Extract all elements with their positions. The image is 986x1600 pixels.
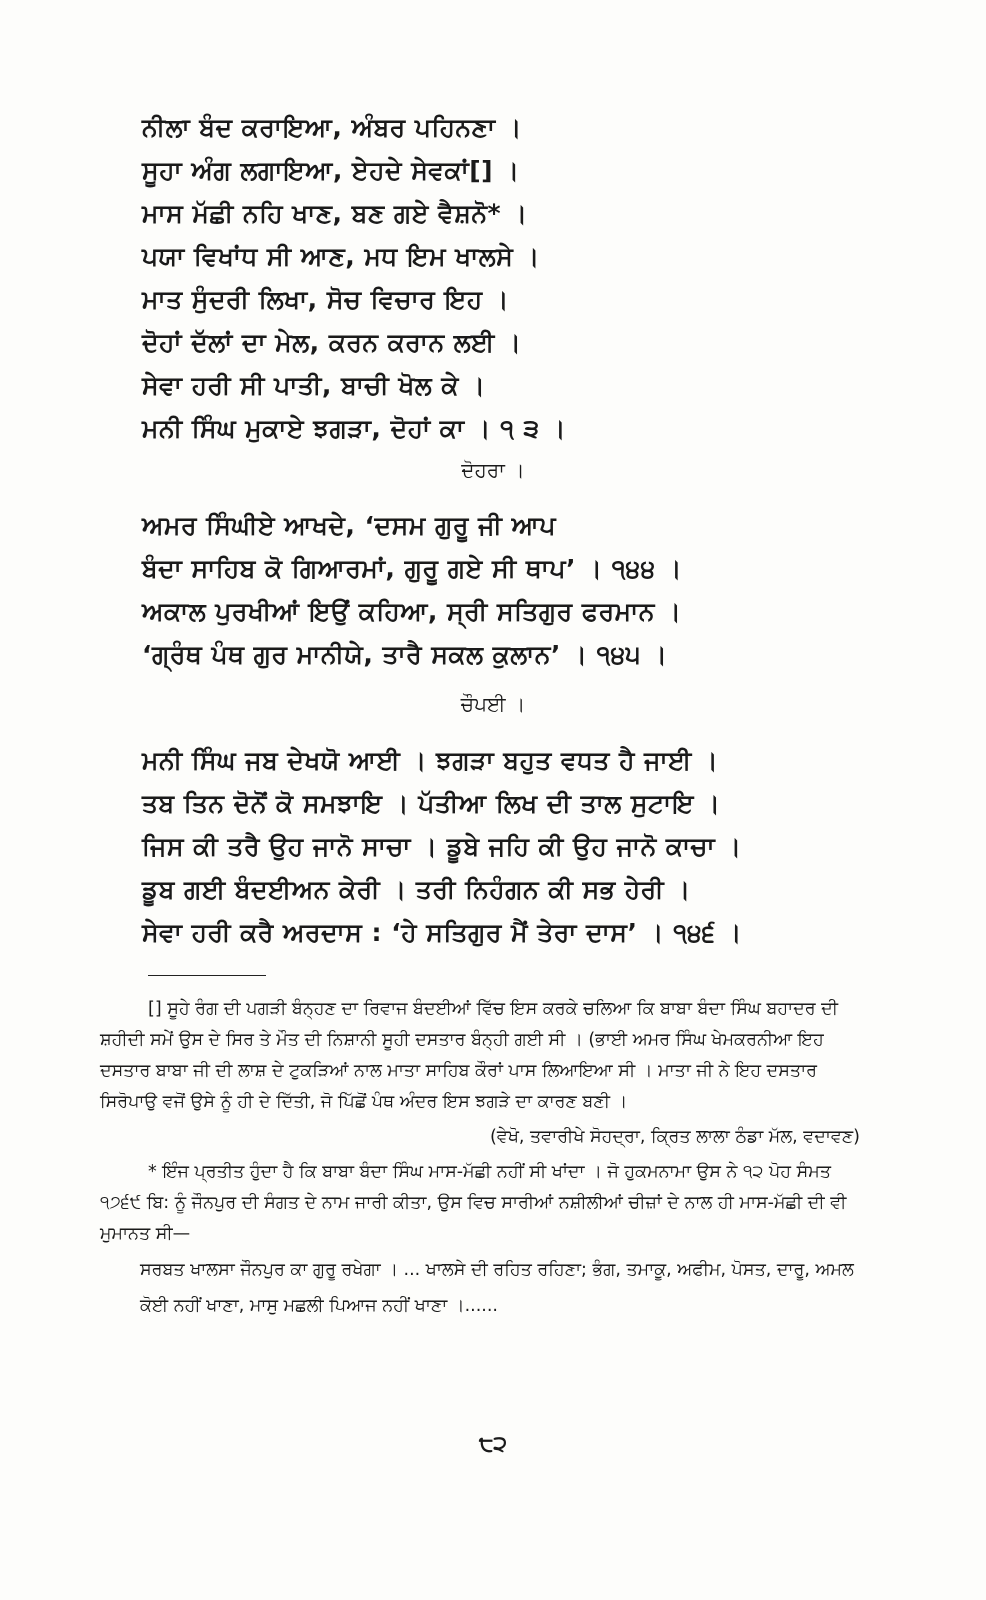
section-heading-chaupai: ਚੌਪਈ । xyxy=(460,692,526,716)
verse-stanza-top xyxy=(142,106,842,450)
verse-line: ਡੂਬ ਗਈ ਬੰਦਈਅਨ ਕੇਰੀ । ਤਰੀ ਨਿਹੰਗਨ ਕੀ ਸਭ ਹੇਰੀ । xyxy=(142,875,691,904)
verse-line: ਮਾਸ ਮੱਛੀ ਨਹਿ ਖਾਣ, ਬਣ ਗਏ ਵੈਸ਼ਨੋ* । xyxy=(142,199,528,228)
verse-line: ਬੰਦਾ ਸਾਹਿਬ ਕੋ ਗਿਆਰਮਾਂ, ਗੁਰੂ ਗਏ ਸੀ ਥਾਪ’ । ੧੪੪ । xyxy=(142,554,683,583)
section-heading-dohra: ਦੋਹਰਾ । xyxy=(461,458,525,482)
verse-line: ਦੋਹਾਂ ਦੱਲਾਂ ਦਾ ਮੇਲ, ਕਰਨ ਕਰਾਨ ਲਈ । xyxy=(142,328,522,357)
verse-line: ਨੀਲਾ ਬੰਦ ਕਰਾਇਆ, ਅੰਬਰ ਪਹਿਨਣਾ । xyxy=(142,113,523,142)
verse-line: ਮਾਤ ਸੁੰਦਰੀ ਲਿਖਾ, ਸੋਚ ਵਿਚਾਰ ਇਹ । xyxy=(142,285,510,314)
verse-line: ਮਨੀ ਸਿੰਘ ਮੁਕਾਏ ਝਗੜਾ, ਦੋਹਾਂ ਕਾ । ੧ ੩ । xyxy=(142,414,567,443)
footnote-divider xyxy=(148,975,266,976)
footnote-text: * ਇੰਜ ਪ੍ਰਤੀਤ ਹੁੰਦਾ ਹੈ ਕਿ ਬਾਬਾ ਬੰਦਾ ਸਿੰਘ ਮਾਸ-ਮੱਛੀ ਨਹੀਂ ਸੀ ਖਾਂਦਾ । ਜੋ ਹੁਕਮਨਾਮਾ ਉਸ ਨੇ ੧੨ ਪੋਹ ਸੰਮਤ ੧੭੬੯ ਬਿ: ਨੂੰ ਜੌਨਪੁਰ ਦੀ ਸੰਗਤ ਦੇ ਨਾਮ ਜਾਰੀ ਕੀਤਾ, ਉਸ ਵਿਚ ਸਾਰੀਆਂ ਨਸ਼ੀਲੀਆਂ ਚੀਜ਼ਾਂ ਦੇ ਨਾਲ ਹੀ ਮਾਸ-ਮੱਛੀ ਦੀ ਵੀ ਮੁਮਾਨਤ ਸੀ— xyxy=(100,1162,847,1244)
verse-line: ਅਕਾਲ ਪੁਰਖੀਆਂ ਇਉਂ ਕਹਿਆ, ਸ੍ਰੀ ਸਤਿਗੁਰ ਫਰਮਾਨ । xyxy=(142,597,682,626)
verse-line: ਸੇਵਾ ਹਰੀ ਸੀ ਪਾਤੀ, ਬਾਚੀ ਖੋਲ ਕੇ । xyxy=(142,371,486,400)
verse-stanza-dohra xyxy=(142,504,842,676)
verse-line: ਸੇਵਾ ਹਰੀ ਕਰੈ ਅਰਦਾਸ : ‘ਹੇ ਸਤਿਗੁਰ ਮੈਂ ਤੇਰਾ ਦਾਸ’ । ੧੪੬ । xyxy=(142,918,742,947)
verse-line: ਤਬ ਤਿਨ ਦੋਨੋਂ ਕੋ ਸਮਝਾਇ । ਪੱਤੀਆ ਲਿਖ ਦੀ ਤਾਲ ਸੁਟਾਇ । xyxy=(142,789,721,818)
footnote-quote: ਸਰਬਤ ਖਾਲਸਾ ਜੌਨਪੁਰ ਕਾ ਗੁਰੂ ਰਖੇਗਾ । ... ਖਾਲਸੇ ਦੀ ਰਹਿਤ ਰਹਿਣਾ; ਭੰਗ, ਤਮਾਕੂ, ਅਫੀਮ, ਪੋਸਤ, ਦਾਰੂ, ਅਮਲ ਕੋਈ ਨਹੀਂ ਖਾਣਾ, ਮਾਸੁ ਮਛਲੀ ਪਿਆਜ ਨਹੀਂ ਖਾਣਾ ।...... xyxy=(140,1260,854,1316)
verse-stanza-chaupai xyxy=(142,739,842,954)
footnote-text: [] ਸੂਹੇ ਰੰਗ ਦੀ ਪਗੜੀ ਬੰਨ੍ਹਣ ਦਾ ਰਿਵਾਜ ਬੰਦਈਆਂ ਵਿੱਚ ਇਸ ਕਰਕੇ ਚਲਿਆ ਕਿ ਬਾਬਾ ਬੰਦਾ ਸਿੰਘ ਬਹਾਦਰ ਦੀ ਸ਼ਹੀਦੀ ਸਮੇਂ ਉਸ ਦੇ ਸਿਰ ਤੇ ਮੌਤ ਦੀ ਨਿਸ਼ਾਨੀ ਸੂਹੀ ਦਸਤਾਰ ਬੰਨ੍ਹੀ ਗਈ ਸੀ । (ਭਾਈ ਅਮਰ ਸਿੰਘ ਖੇਮਕਰਨੀਆ ਇਹ ਦਸਤਾਰ ਬਾਬਾ ਜੀ ਦੀ ਲਾਸ਼ ਦੇ ਟੁਕੜਿਆਂ ਨਾਲ ਮਾਤਾ ਸਾਹਿਬ ਕੌਰਾਂ ਪਾਸ ਲਿਆਇਆ ਸੀ । ਮਾਤਾ ਜੀ ਨੇ ਇਹ ਦਸਤਾਰ ਸਿਰੋਪਾਉ ਵਜੋਂ ਉਸੇ ਨੂੰ ਹੀ ਦੇ ਦਿੱਤੀ, ਜੋ ਪਿੱਛੋਂ ਪੰਥ ਅੰਦਰ ਇਸ ਝਗੜੇ ਦਾ ਕਾਰਣ ਬਣੀ । xyxy=(100,999,838,1112)
verse-line: ਮਨੀ ਸਿੰਘ ਜਬ ਦੇਖਯੋ ਆਈ । ਝਗੜਾ ਬਹੁਤ ਵਧਤ ਹੈ ਜਾਈ । xyxy=(142,746,719,775)
page-number: ੮੨ xyxy=(478,1432,508,1457)
verse-line: ਅਮਰ ਸਿੰਘੀਏ ਆਖਦੇ, ‘ਦਸਮ ਗੁਰੂ ਜੀ ਆਪ xyxy=(142,511,556,540)
verse-line: ਸੂਹਾ ਅੰਗ ਲਗਾਇਆ, ਏਹਦੇ ਸੇਵਕਾਂ[] । xyxy=(142,156,520,185)
verse-line: ‘ਗ੍ਰੰਥ ਪੰਥ ਗੁਰ ਮਾਨੀਯੇ, ਤਾਰੈ ਸਕਲ ਕੁਲਾਨ’ । ੧੪੫ । xyxy=(142,640,668,669)
footnote-citation: (ਵੇਖੋ, ਤਵਾਰੀਖੇ ਸੋਹਦ੍ਰਾ, ਕ੍ਰਿਤ ਲਾਲਾ ਠੰਡਾ ਮੱਲ, ਵਦਾਵਣ) xyxy=(490,1127,860,1147)
verse-line: ਜਿਸ ਕੀ ਤਰੈ ਉਹ ਜਾਨੋ ਸਾਚਾ । ਡੂਬੇ ਜਹਿ ਕੀ ਉਹ ਜਾਨੋ ਕਾਚਾ । xyxy=(142,832,742,861)
footnotes xyxy=(100,994,870,1324)
verse-line: ਪਯਾ ਵਿਖਾਂਧ ਸੀ ਆਣ, ਮਧ ਇਮ ਖਾਲਸੇ । xyxy=(142,242,540,271)
